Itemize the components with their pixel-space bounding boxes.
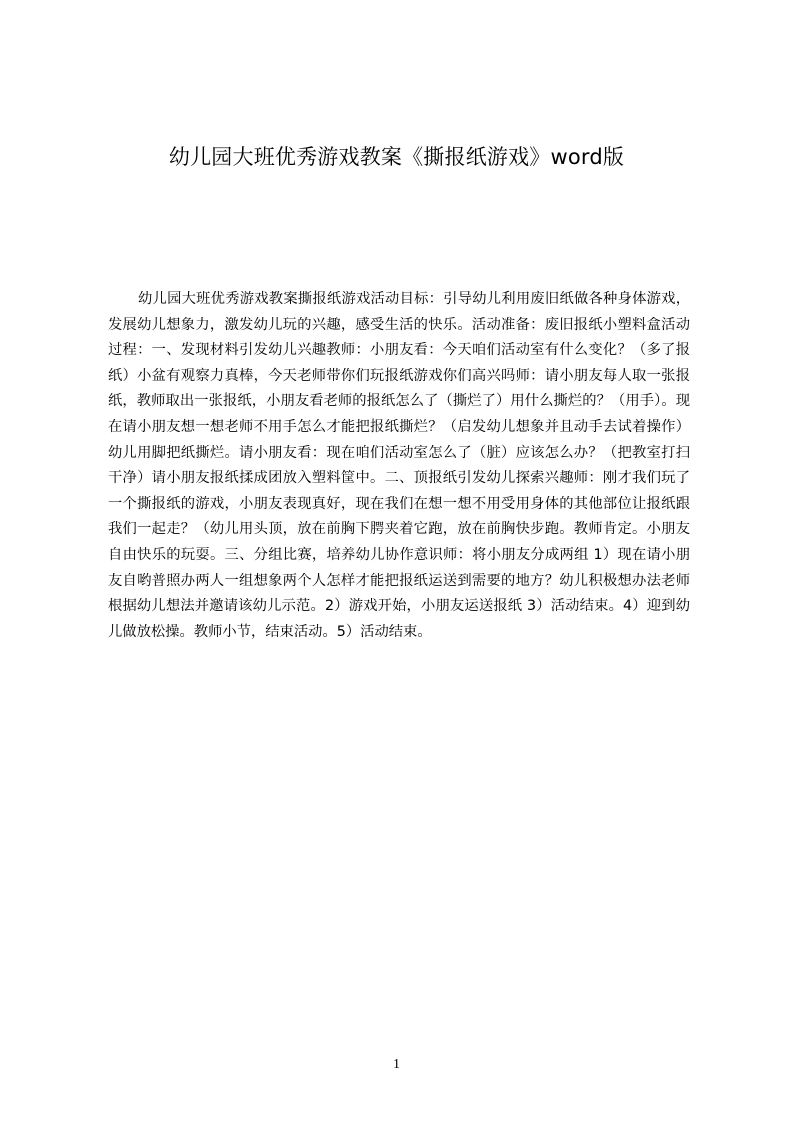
page-number: 1 [393, 1057, 400, 1072]
document-title: 幼儿园大班优秀游戏教案《撕报纸游戏》word版 [168, 145, 625, 169]
document-body-paragraph: 幼儿园大班优秀游戏教案撕报纸游戏活动目标：引导幼儿利用废旧纸做各种身体游戏，发展幼儿想象力，激发幼儿玩的兴趣，感受生活的快乐。活动准备：废旧报纸小塑料盒活动过程：一、发现材料引发幼儿兴趣教师：小朋友看：今天咱们活动室有什么变化？（多了报纸）小盆有观察力真棒，今天老师带你们玩报纸游戏你们高兴吗师：请小朋友每人取一张报纸，教师取出一张报纸，小朋友看老师的报纸怎么了（撕烂了）用什么撕烂的？（用手）。现在请小朋友想一想老师不用手怎么才能把报纸撕烂？（启发幼儿想象并且动手去试着操作）幼儿用脚把纸撕烂。请小朋友看：现在咱们活动室怎么了（脏）应该怎么办？（把教室打扫干净）请小朋友报纸揉成团放入塑料筐中。二、顶报纸引发幼儿探索兴趣师：刚才我们玩了一个撕报纸的游戏，小朋友表现真好，现在我们在想一想不用受用身体的其他部位让报纸跟我们一起走？（幼儿用头顶，放在前胸下腭夹着它跑，放在前胸快步跑。教师肯定。小朋友自由快乐的玩耍。三、分组比赛，培养幼儿协作意识师：将小朋友分成两组 1）现在请小朋友自哟普照办两人一组想象两个人怎样才能把报纸运送到需要的地方？幼儿积极想办法老师根据幼儿想法并邀请该幼儿示范。2）游戏开始，小朋友运送报纸 3）活动结束。4）迎到幼儿做放松操。教师小节，结束活动。5）活动结束。 [108, 291, 690, 640]
